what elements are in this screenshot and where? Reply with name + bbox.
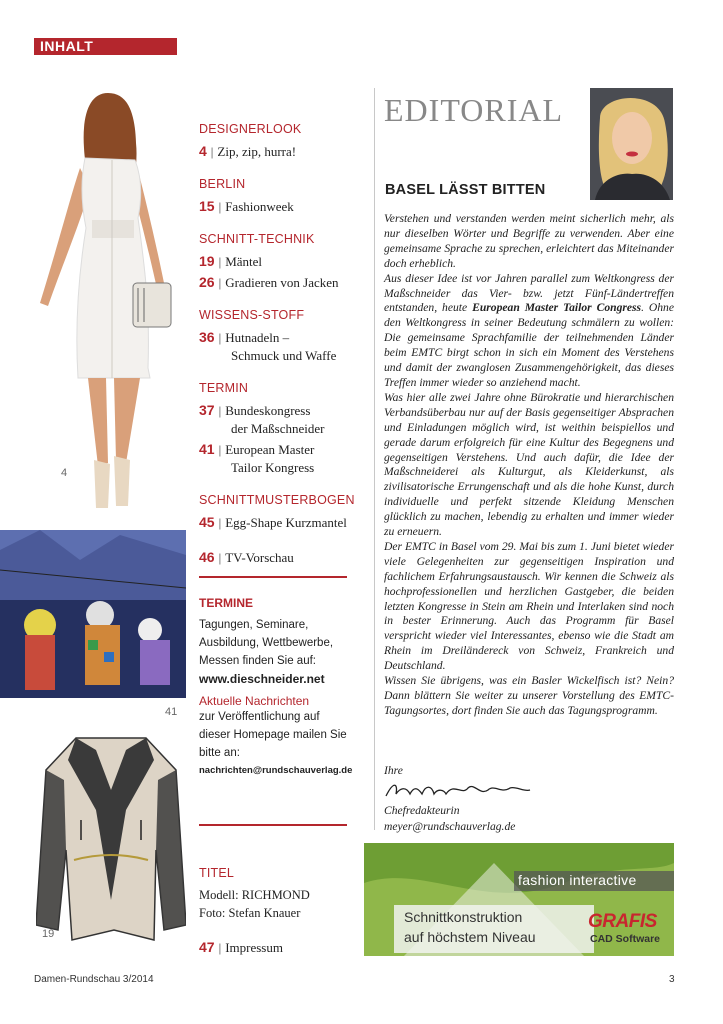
toc-entry-tv[interactable]: 46 | TV-Vorschau: [199, 549, 294, 565]
news-line: dieser Homepage mailen Sie: [199, 729, 347, 741]
toc-entry[interactable]: 15 | Fashionweek: [199, 198, 294, 214]
editorial-title: EDITORIAL: [384, 92, 564, 128]
toc-category: SCHNITT-TECHNIK: [199, 232, 315, 246]
photo-page-label-model: 4: [61, 467, 68, 479]
ad-logo: GRAFIS: [588, 911, 657, 932]
ad-logo-sub: CAD Software: [590, 933, 661, 945]
editor-portrait: [590, 88, 673, 200]
toc-category: TERMIN: [199, 381, 249, 395]
termine-heading: TERMINE: [199, 596, 253, 610]
editorial-heading: BASEL LÄSST BITTEN: [385, 182, 546, 198]
photo-page-label-event: 41: [165, 706, 178, 718]
section-header: INHALT: [34, 38, 177, 55]
model-photo: [30, 88, 190, 508]
editor-email[interactable]: meyer@rundschauverlag.de: [384, 820, 516, 833]
termine-line: Ausbildung, Wettbewerbe,: [199, 637, 334, 649]
ad-brand-line: fashion interactive: [518, 872, 637, 888]
toc-entry[interactable]: 41 | European Master Tailor Kongress: [199, 441, 315, 475]
toc-category: WISSENS-STOFF: [199, 308, 305, 322]
termine-line: Tagungen, Seminare,: [199, 619, 309, 631]
toc-category: SCHNITTMUSTERBOGEN: [199, 493, 355, 507]
toc-entry[interactable]: 36 | Hutnadeln – Schmuck und Waffe: [199, 329, 337, 363]
editorial-paragraph: Was hier alle zwei Jahre ohne Bürokratie und hierarchischen Verbandsüberbau nur auf der Basis gegenseitiger Absprachen und Einladungen möglich wird, ist weithin beispiellos und gerade darum erfolgreich für eine Kultur des Begegnens und gegenseitigen Verstehens. Und auch dafür, die Idee der Maßschneiderei als Kulturgut, als Kleiderkunst, als zivilisatorische Errungenschaft und als die hohe Kunst, durch individuelle und perfekt sitzende Kleidung Menschen glücklich zu machen, lebendig zu erhalten und immer wieder zu erneuern.: [384, 390, 674, 539]
editorial-paragraph: Verstehen und verstanden werden meint sicherlich mehr, als nur dieselben Wörter und Begriffe zu verwenden. Aber eine gemeinsame Sprache zu sprechen, erleichtert das Miteinander doch erheblich.: [384, 212, 674, 270]
ad-line-1: Schnittkonstruktion: [404, 909, 523, 925]
news-line: bitte an:: [199, 747, 240, 759]
news-heading: Aktuelle Nachrichten: [199, 694, 310, 708]
footer-page-number: 3: [669, 974, 675, 985]
signature: [384, 778, 534, 802]
editorial-paragraph: Aus dieser Idee ist vor Jahren parallel zum Weltkongress der Maßschneider das Vier- bzw. jetzt Fünf-Ländertreffen entstanden, heute European Master Tailor Congress. Ohne den Weltkongress in seiner Bedeutung schmälern zu wollen: Die gemeinsame Sprachfamilie der teilnehmenden Länder beim EMTC birgt schon in sich ein Moment des Verstehens und damit der zwanglosen Zusammengehörigkeit, das dieses Treffen immer wieder so anziehend macht.: [384, 271, 674, 389]
ad-line-2: auf höchstem Niveau: [404, 929, 536, 945]
editorial-paragraph: Wissen Sie übrigens, was ein Basler Wickelfisch ist? Nein? Dann blättern Sie weiter zu unserer Vorstellung des EMTC-Tagungsortes, dort finden Sie auch das Tagungsprogramm.: [384, 674, 674, 717]
toc-entry[interactable]: 45 | Egg-Shape Kurzmantel: [199, 514, 347, 530]
toc-category: BERLIN: [199, 177, 246, 191]
table-of-contents: [199, 122, 359, 567]
toc-entry[interactable]: 19 | Mäntel: [199, 253, 263, 269]
footer-publication: Damen-Rundschau 3/2014: [34, 974, 154, 985]
advertisement[interactable]: [364, 843, 674, 956]
editorial-paragraph: Der EMTC in Basel vom 29. Mai bis zum 1. Juni bietet wieder viele Gelegenheiten zur gegenseitigen Inspiration und fachlichem Erfahrungsaustausch. Wir kennen die Schweiz als hochprofessionellen und herzlichen Gastgeber, die beiden letzten Kongresse in Stein am Rhein und Interlaken sind noch in bester Erinnerung. Auch das Programm für Basel verspricht wieder viel Interessantes, ebenso wie die Stadt am Rhein im Dreiländereck von Schweiz, Frankreich und Deutschland.: [384, 539, 674, 673]
toc-entry-impressum[interactable]: 47 | Impressum: [199, 939, 283, 955]
termine-line: Messen finden Sie auf:: [199, 655, 316, 667]
news-line: zur Veröffentlichung auf: [199, 711, 320, 723]
toc-entry[interactable]: 37 | Bundeskongress der Maßschneider: [199, 402, 325, 436]
website-link[interactable]: www.dieschneider.net: [199, 672, 325, 686]
titel-box: [199, 866, 359, 957]
toc-entry[interactable]: 26 | Gradieren von Jacken: [199, 274, 339, 290]
toc-category: DESIGNERLOOK: [199, 122, 302, 136]
divider: [199, 576, 347, 578]
toc-entry[interactable]: 4 | Zip, zip, hurra!: [199, 143, 297, 159]
editor-role: Chefredakteurin: [384, 804, 460, 817]
termine-box: [199, 596, 359, 776]
column-divider: [374, 88, 375, 830]
divider: [199, 824, 347, 826]
event-photo: [0, 530, 186, 698]
coat-illustration: [36, 730, 186, 948]
titel-heading: TITEL: [199, 866, 235, 880]
editorial-closing: Ihre: [384, 764, 403, 777]
photo-page-label-coat: 19: [42, 928, 55, 940]
news-email-link[interactable]: nachrichten@rundschauverlag.de: [199, 765, 353, 776]
titel-model: Modell: RICHMOND: [199, 888, 310, 902]
titel-photo-credit: Foto: Stefan Knauer: [199, 906, 301, 920]
editorial-body: [384, 212, 674, 719]
